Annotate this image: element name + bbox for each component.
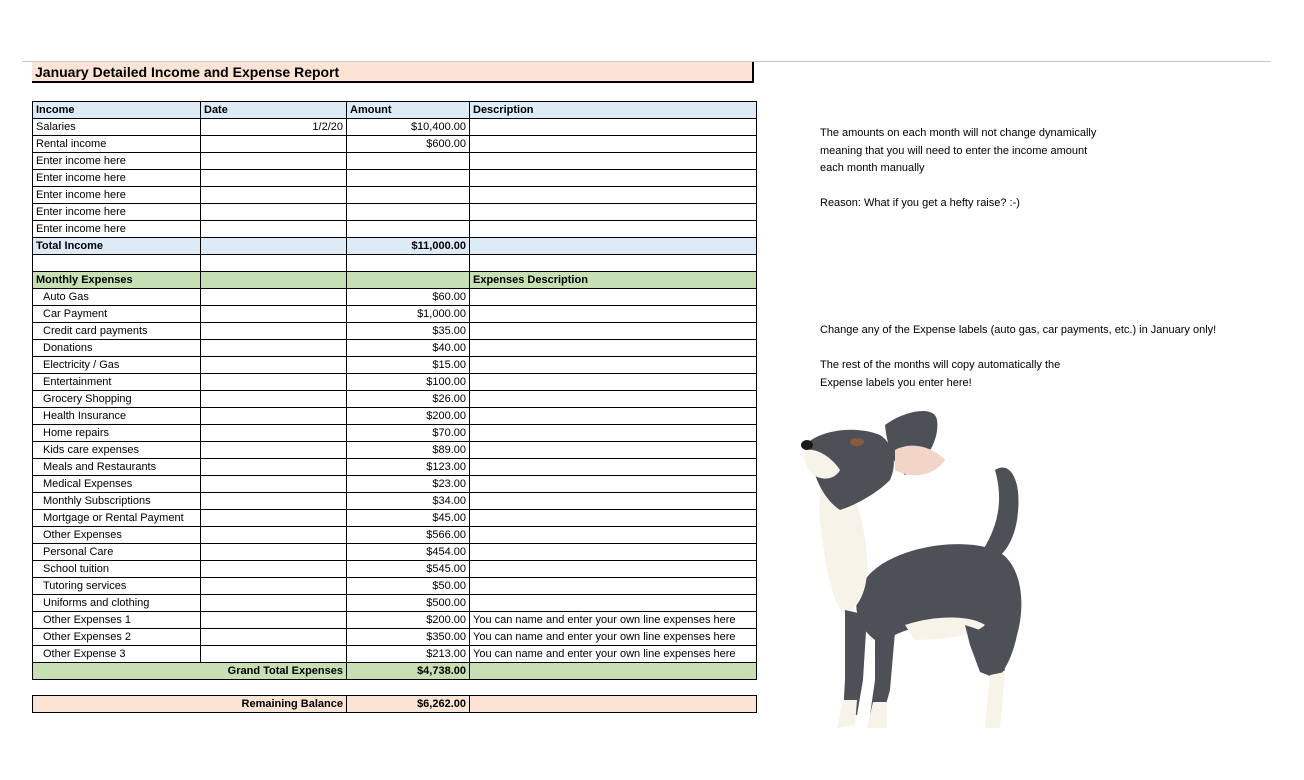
- expense-amount-cell[interactable]: $454.00: [347, 543, 470, 560]
- spacer-cell[interactable]: [33, 255, 201, 272]
- expense-row: [33, 509, 757, 526]
- expense-label-cell[interactable]: Meals and Restaurants: [33, 458, 201, 475]
- expense-description-cell[interactable]: [470, 356, 757, 373]
- expense-amount-cell[interactable]: $200.00: [347, 407, 470, 424]
- remaining-balance-amount[interactable]: $6,262.00: [347, 696, 470, 713]
- expense-amount-cell[interactable]: $40.00: [347, 339, 470, 356]
- income-label-cell[interactable]: Enter income here: [33, 170, 201, 187]
- expense-label-cell[interactable]: Electricity / Gas: [33, 356, 201, 373]
- expense-description-cell[interactable]: [470, 526, 757, 543]
- income-row: [33, 136, 757, 153]
- total-income-amount[interactable]: $11,000.00: [347, 238, 470, 255]
- income-date-cell[interactable]: [201, 136, 347, 153]
- expense-date-cell[interactable]: [201, 492, 347, 509]
- income-label-cell[interactable]: Enter income here: [33, 204, 201, 221]
- income-header-row: [33, 102, 757, 119]
- expense-label-cell[interactable]: Donations: [33, 339, 201, 356]
- date-header[interactable]: Date: [201, 102, 347, 119]
- expense-row: [33, 356, 757, 373]
- note-line: [820, 340, 1216, 358]
- income-description-cell[interactable]: [470, 187, 757, 204]
- income-amount-cell[interactable]: [347, 153, 470, 170]
- expense-amount-cell[interactable]: $50.00: [347, 577, 470, 594]
- expenses-amount-header[interactable]: [347, 271, 470, 288]
- expense-row: [33, 475, 757, 492]
- expense-date-cell[interactable]: [201, 339, 347, 356]
- expense-row: [33, 373, 757, 390]
- expense-amount-cell[interactable]: $35.00: [347, 322, 470, 339]
- total-income-row: [33, 238, 757, 255]
- expense-date-cell[interactable]: [201, 577, 347, 594]
- expense-description-cell[interactable]: [470, 475, 757, 492]
- income-row: [33, 187, 757, 204]
- income-amount-cell[interactable]: $10,400.00: [347, 119, 470, 136]
- expenses-description-header[interactable]: Expenses Description: [470, 271, 757, 288]
- expense-amount-cell[interactable]: $60.00: [347, 288, 470, 305]
- income-amount-cell[interactable]: [347, 204, 470, 221]
- expense-label-cell[interactable]: School tuition: [33, 560, 201, 577]
- income-header[interactable]: Income: [33, 102, 201, 119]
- expense-date-cell[interactable]: [201, 645, 347, 662]
- income-row: [33, 170, 757, 187]
- expense-row: [33, 594, 757, 611]
- expense-amount-cell[interactable]: $500.00: [347, 594, 470, 611]
- report-title-cell[interactable]: [32, 62, 754, 83]
- income-date-cell[interactable]: [201, 221, 347, 238]
- expense-amount-cell[interactable]: $545.00: [347, 560, 470, 577]
- expense-row: [33, 577, 757, 594]
- note-line: Change any of the Expense labels (auto gas, car payments, etc.) in January only!: [820, 324, 1217, 336]
- expense-description-cell[interactable]: [470, 339, 757, 356]
- expense-description-cell[interactable]: [470, 441, 757, 458]
- income-amount-cell[interactable]: [347, 187, 470, 204]
- income-row: [33, 153, 757, 170]
- expense-row: [33, 526, 757, 543]
- remaining-balance-row: [33, 696, 757, 713]
- expense-date-cell[interactable]: [201, 373, 347, 390]
- expense-date-cell[interactable]: [201, 560, 347, 577]
- expense-row: [33, 305, 757, 322]
- expense-amount-cell[interactable]: $15.00: [347, 356, 470, 373]
- note-line: [820, 178, 1096, 196]
- expense-label-cell[interactable]: Car Payment: [33, 305, 201, 322]
- expense-date-cell[interactable]: [201, 611, 347, 628]
- expense-amount-cell[interactable]: $200.00: [347, 611, 470, 628]
- expense-date-cell[interactable]: [201, 628, 347, 645]
- note-line: The rest of the months will copy automatically the: [820, 359, 1061, 371]
- amount-header[interactable]: Amount: [347, 102, 470, 119]
- expense-row: [33, 645, 757, 662]
- spacer-row: [33, 255, 757, 272]
- total-income-description-cell[interactable]: [470, 238, 757, 255]
- expenses-header[interactable]: Monthly Expenses: [33, 271, 201, 288]
- expense-amount-cell[interactable]: $89.00: [347, 441, 470, 458]
- expense-row: [33, 424, 757, 441]
- expense-row: [33, 458, 757, 475]
- expense-label-cell[interactable]: Credit card payments: [33, 322, 201, 339]
- expense-label-cell[interactable]: Other Expense 3: [33, 645, 201, 662]
- expense-row: [33, 339, 757, 356]
- description-header[interactable]: Description: [470, 102, 757, 119]
- remaining-balance-label[interactable]: Remaining Balance: [33, 696, 347, 713]
- income-description-cell[interactable]: [470, 170, 757, 187]
- expense-description-cell[interactable]: [470, 288, 757, 305]
- income-label-cell[interactable]: Enter income here: [33, 187, 201, 204]
- expense-description-cell[interactable]: [470, 509, 757, 526]
- expense-date-cell[interactable]: [201, 305, 347, 322]
- expense-row: [33, 407, 757, 424]
- expense-amount-cell[interactable]: $1,000.00: [347, 305, 470, 322]
- expense-amount-cell[interactable]: $70.00: [347, 424, 470, 441]
- expense-date-cell[interactable]: [201, 594, 347, 611]
- expense-row: [33, 543, 757, 560]
- grand-total-label[interactable]: Grand Total Expenses: [33, 662, 347, 679]
- expense-row: [33, 322, 757, 339]
- expense-amount-cell[interactable]: $45.00: [347, 509, 470, 526]
- expense-amount-cell[interactable]: $123.00: [347, 458, 470, 475]
- expense-row: [33, 492, 757, 509]
- expense-label-cell[interactable]: Tutoring services: [33, 577, 201, 594]
- expense-description-cell[interactable]: [470, 322, 757, 339]
- expense-label-cell[interactable]: Kids care expenses: [33, 441, 201, 458]
- expense-label-cell[interactable]: Mortgage or Rental Payment: [33, 509, 201, 526]
- dog-illustration-icon: [795, 410, 1035, 740]
- expense-label-cell[interactable]: Entertainment: [33, 373, 201, 390]
- expense-header-row: [33, 271, 757, 288]
- expense-amount-cell[interactable]: $566.00: [347, 526, 470, 543]
- expense-description-cell[interactable]: [470, 458, 757, 475]
- expense-amount-cell[interactable]: $23.00: [347, 475, 470, 492]
- income-row: [33, 119, 757, 136]
- note-line: meaning that you will need to enter the income amount: [820, 144, 1088, 157]
- total-income-label[interactable]: Total Income: [33, 238, 201, 255]
- expense-label-cell[interactable]: Other Expenses 1: [33, 611, 201, 628]
- expense-row: [33, 560, 757, 577]
- expense-date-cell[interactable]: [201, 322, 347, 339]
- note-line: Expense labels you enter here!: [820, 376, 972, 389]
- expense-description-cell[interactable]: [470, 492, 757, 509]
- expense-date-cell[interactable]: [201, 424, 347, 441]
- income-amount-cell[interactable]: [347, 170, 470, 187]
- expense-description-cell[interactable]: [470, 424, 757, 441]
- expense-description-cell[interactable]: [470, 560, 757, 577]
- income-label-cell[interactable]: Enter income here: [33, 221, 201, 238]
- expense-description-cell[interactable]: [470, 373, 757, 390]
- expense-row: [33, 390, 757, 407]
- income-date-cell[interactable]: [201, 170, 347, 187]
- expense-label-cell[interactable]: Home repairs: [33, 424, 201, 441]
- expense-row: [33, 628, 757, 645]
- remaining-balance-description-cell[interactable]: [470, 696, 757, 713]
- expense-description-cell[interactable]: [470, 407, 757, 424]
- expense-label-cell[interactable]: Auto Gas: [33, 288, 201, 305]
- grand-total-amount[interactable]: $4,738.00: [347, 662, 470, 679]
- expense-description-cell[interactable]: You can name and enter your own line expenses here: [470, 611, 757, 628]
- income-description-cell[interactable]: [470, 136, 757, 153]
- income-date-cell[interactable]: [201, 153, 347, 170]
- expense-date-cell[interactable]: [201, 407, 347, 424]
- expenses-date-header[interactable]: [201, 271, 347, 288]
- expense-date-cell[interactable]: [201, 390, 347, 407]
- spacer-cell[interactable]: [347, 255, 470, 272]
- expense-label-cell[interactable]: Other Expenses: [33, 526, 201, 543]
- expense-description-cell[interactable]: [470, 594, 757, 611]
- total-income-date-cell[interactable]: [201, 238, 347, 255]
- grand-total-row: [33, 662, 757, 679]
- income-description-cell[interactable]: [470, 221, 757, 238]
- expense-amount-cell[interactable]: $26.00: [347, 390, 470, 407]
- note-line: Reason: What if you get a hefty raise? :-): [820, 197, 1020, 209]
- expense-date-cell[interactable]: [201, 509, 347, 526]
- income-description-cell[interactable]: [470, 204, 757, 221]
- expense-date-cell[interactable]: [201, 543, 347, 560]
- income-row: [33, 221, 757, 238]
- expense-description-cell[interactable]: [470, 543, 757, 560]
- note-line: each month manually: [820, 162, 925, 174]
- spacer-row: [33, 679, 757, 696]
- spacer-cell[interactable]: [201, 255, 347, 272]
- notes-income: [820, 125, 1096, 213]
- income-row: [33, 204, 757, 221]
- report-title: January Detailed Income and Expense Report: [35, 64, 340, 80]
- spacer-cell[interactable]: [470, 255, 757, 272]
- expense-label-cell[interactable]: Uniforms and clothing: [33, 594, 201, 611]
- expense-description-cell[interactable]: You can name and enter your own line expenses here: [470, 645, 757, 662]
- spacer-cell: [33, 679, 757, 696]
- expense-description-cell[interactable]: [470, 305, 757, 322]
- income-date-cell[interactable]: 1/2/20: [201, 119, 347, 136]
- income-date-cell[interactable]: [201, 204, 347, 221]
- income-expense-table: [32, 101, 757, 713]
- expense-description-cell[interactable]: [470, 577, 757, 594]
- note-line: The amounts on each month will not change dynamically: [820, 127, 1097, 139]
- notes-expenses: [820, 322, 1216, 392]
- expense-date-cell[interactable]: [201, 475, 347, 492]
- expense-date-cell[interactable]: [201, 526, 347, 543]
- expense-label-cell[interactable]: Other Expenses 2: [33, 628, 201, 645]
- expense-date-cell[interactable]: [201, 458, 347, 475]
- income-label-cell[interactable]: Enter income here: [33, 153, 201, 170]
- expense-amount-cell[interactable]: $350.00: [347, 628, 470, 645]
- expense-label-cell[interactable]: Monthly Subscriptions: [33, 492, 201, 509]
- expense-label-cell[interactable]: Grocery Shopping: [33, 390, 201, 407]
- expense-date-cell[interactable]: [201, 441, 347, 458]
- income-label-cell[interactable]: Rental income: [33, 136, 201, 153]
- expense-description-cell[interactable]: [470, 390, 757, 407]
- income-description-cell[interactable]: [470, 153, 757, 170]
- expense-date-cell[interactable]: [201, 288, 347, 305]
- expense-row: [33, 288, 757, 305]
- income-date-cell[interactable]: [201, 187, 347, 204]
- income-amount-cell[interactable]: [347, 221, 470, 238]
- income-description-cell[interactable]: [470, 119, 757, 136]
- expense-description-cell[interactable]: You can name and enter your own line expenses here: [470, 628, 757, 645]
- expense-label-cell[interactable]: Personal Care: [33, 543, 201, 560]
- grand-total-description-cell[interactable]: [470, 662, 757, 679]
- income-label-cell[interactable]: Salaries: [33, 119, 201, 136]
- expense-amount-cell[interactable]: $213.00: [347, 645, 470, 662]
- expense-amount-cell[interactable]: $100.00: [347, 373, 470, 390]
- expense-label-cell[interactable]: Medical Expenses: [33, 475, 201, 492]
- expense-row: [33, 441, 757, 458]
- expense-date-cell[interactable]: [201, 356, 347, 373]
- expense-label-cell[interactable]: Health Insurance: [33, 407, 201, 424]
- income-amount-cell[interactable]: $600.00: [347, 136, 470, 153]
- expense-amount-cell[interactable]: $34.00: [347, 492, 470, 509]
- expense-row: [33, 611, 757, 628]
